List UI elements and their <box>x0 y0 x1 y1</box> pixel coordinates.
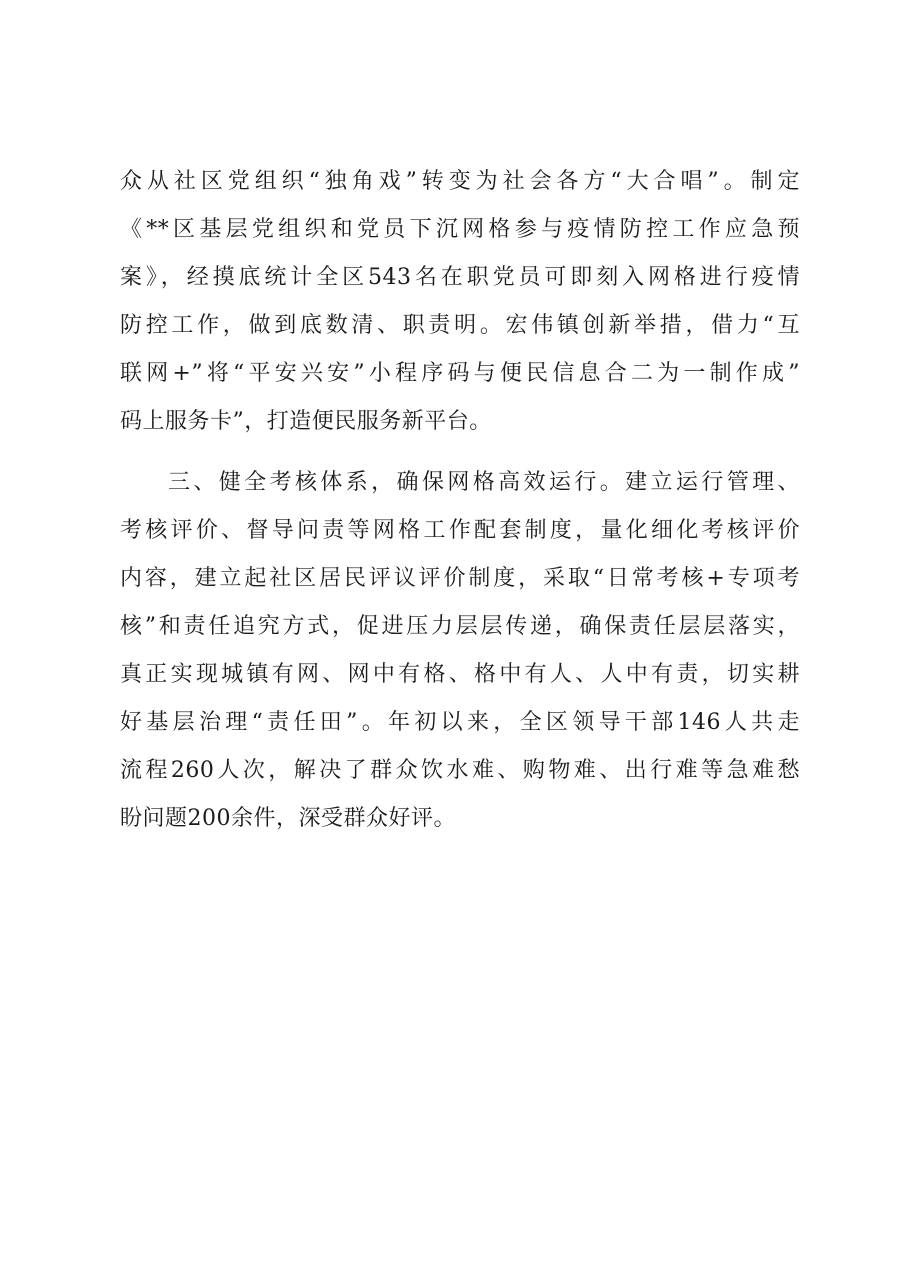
text-line: 码上服务卡”，打造便民服务新平台。 <box>120 409 492 434</box>
text-line: 流程260人次，解决了群众饮水难、购物难、出行难等急难愁 <box>120 758 800 783</box>
text-line: 真正实现城镇有网、网中有格、格中有人、人中有责，切实耕 <box>120 662 800 687</box>
text-line: 好基层治理“责任田”。年初以来，全区领导干部146人共走 <box>120 710 800 735</box>
paragraph-continuation <box>120 158 800 446</box>
text-line: 核”和责任追究方式，促进压力层层传递，确保责任层层落实， <box>120 614 800 639</box>
text-line: 考核评价、督导问责等网格工作配套制度，量化细化考核评价 <box>120 518 800 543</box>
text-line: 联网+”将“平安兴安”小程序码与便民信息合二为一制作成” <box>120 361 800 386</box>
text-line: 三、健全考核体系，确保网格高效运行。建立运行管理、 <box>168 470 800 495</box>
paragraph-section-three <box>120 459 800 843</box>
text-line: 《**区基层党组织和党员下沉网格参与疫情防控工作应急预 <box>120 217 800 242</box>
text-line: 防控工作，做到底数清、职责明。宏伟镇创新举措，借力“互 <box>120 313 800 338</box>
text-line: 内容，建立起社区居民评议评价制度，采取“日常考核+专项考 <box>120 566 800 591</box>
text-line: 案》，经摸底统计全区543名在职党员可即刻入网格进行疫情 <box>120 265 800 290</box>
text-line: 众从社区党组织“独角戏”转变为社会各方“大合唱”。制定 <box>120 169 800 194</box>
text-line: 盼问题200余件，深受群众好评。 <box>120 806 456 831</box>
